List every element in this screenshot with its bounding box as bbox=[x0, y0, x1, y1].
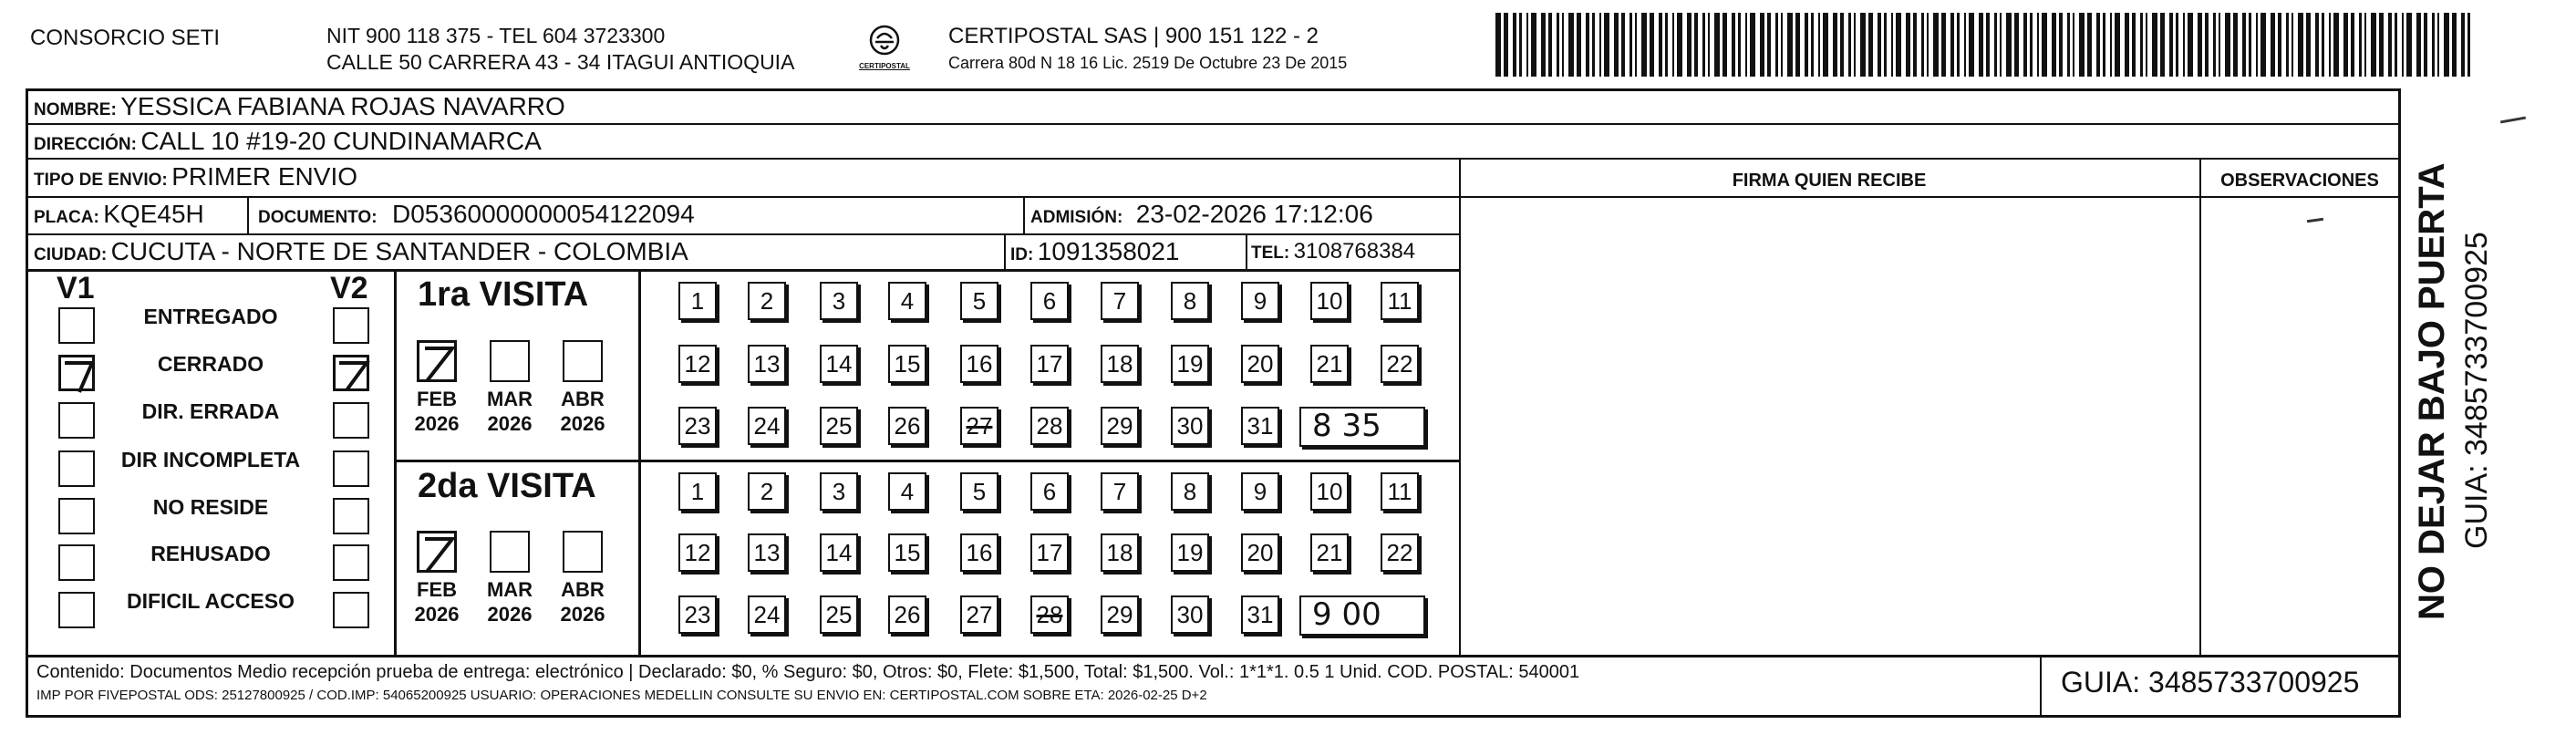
v1-checkbox[interactable] bbox=[58, 355, 95, 391]
first-visit-day-cell[interactable]: 22 bbox=[1381, 345, 1419, 383]
logo-text: CERTIPOSTAL bbox=[859, 62, 910, 70]
status-option-label: DIR. ERRADA bbox=[141, 399, 280, 423]
first-visit-day-cell[interactable]: 20 bbox=[1241, 345, 1279, 383]
id-value: 1091358021 bbox=[1037, 237, 1180, 265]
placa-row bbox=[34, 200, 204, 229]
second-visit-day-cell[interactable]: 6 bbox=[1030, 472, 1069, 511]
second-visit-month-year: 2026 bbox=[560, 603, 605, 626]
second-visit-day-cell[interactable]: 3 bbox=[820, 472, 858, 511]
company-name: CONSORCIO SETI bbox=[30, 26, 221, 50]
ciudad-row bbox=[34, 237, 688, 266]
first-visit-day-cell[interactable]: 15 bbox=[888, 345, 926, 383]
first-visit-time: 8 35 bbox=[1312, 408, 1381, 444]
second-visit-day-cell[interactable]: 12 bbox=[678, 533, 717, 572]
second-visit-month-year: 2026 bbox=[487, 603, 533, 626]
tel-label: TEL: bbox=[1251, 243, 1290, 263]
second-visit-month-label: ABR bbox=[561, 578, 605, 601]
documento-label: DOCUMENTO: bbox=[258, 208, 378, 227]
documento-value: D05360000000054122094 bbox=[392, 200, 695, 228]
first-visit-day-cell[interactable]: 6 bbox=[1030, 282, 1069, 320]
second-visit-month-year: 2026 bbox=[414, 603, 460, 626]
license-line: Carrera 80d N 18 16 Lic. 2519 De Octubre 23 De 2015 bbox=[948, 54, 1348, 72]
first-visit-day-cell[interactable]: 19 bbox=[1171, 345, 1209, 383]
status-option-label: ENTREGADO bbox=[143, 305, 278, 328]
firma-label: FIRMA QUIEN RECIBE bbox=[1732, 171, 1927, 191]
first-visit-day-cell[interactable]: 9 bbox=[1241, 282, 1279, 320]
observaciones-label: OBSERVACIONES bbox=[2220, 171, 2379, 191]
first-visit-day-cell[interactable]: 21 bbox=[1310, 345, 1349, 383]
v2-checkbox[interactable] bbox=[333, 307, 369, 344]
second-visit-day-cell[interactable]: 26 bbox=[888, 595, 926, 634]
first-visit-month-checkbox[interactable] bbox=[417, 340, 457, 382]
first-visit-day-cell[interactable]: 23 bbox=[678, 407, 717, 445]
second-visit-day-cell[interactable]: 17 bbox=[1030, 533, 1069, 572]
second-visit-month-checkbox[interactable] bbox=[563, 531, 603, 573]
second-visit-day-cell[interactable]: 15 bbox=[888, 533, 926, 572]
direccion-value: CALL 10 #19-20 CUNDINAMARCA bbox=[140, 127, 542, 155]
second-visit-day-cell[interactable]: 25 bbox=[820, 595, 858, 634]
second-visit-day-cell[interactable]: 19 bbox=[1171, 533, 1209, 572]
v1-checkbox[interactable] bbox=[58, 307, 95, 344]
second-visit-day-cell[interactable]: 8 bbox=[1171, 472, 1209, 511]
nombre-row bbox=[34, 92, 565, 123]
documento-row bbox=[258, 200, 695, 229]
v1-checkbox[interactable] bbox=[58, 592, 95, 628]
first-visit-day-cell[interactable]: 16 bbox=[960, 345, 998, 383]
first-visit-month-checkbox[interactable] bbox=[563, 340, 603, 382]
first-visit-day-cell[interactable]: 30 bbox=[1171, 407, 1209, 445]
second-visit-day-cell[interactable]: 22 bbox=[1381, 533, 1419, 572]
admision-value: 23-02-2026 17:12:06 bbox=[1135, 200, 1373, 228]
first-visit-day-cell[interactable]: 3 bbox=[820, 282, 858, 320]
first-visit-month-checkbox[interactable] bbox=[490, 340, 530, 382]
side-mark bbox=[2500, 117, 2526, 124]
v2-checkbox[interactable] bbox=[333, 498, 369, 534]
observaciones-mark bbox=[2307, 218, 2323, 223]
first-visit-time-cell bbox=[1299, 407, 1425, 447]
v1-label: V1 bbox=[57, 271, 95, 305]
barcode bbox=[1495, 13, 2476, 77]
status-option-label: DIR INCOMPLETA bbox=[120, 448, 301, 471]
second-visit-day-cell[interactable]: 14 bbox=[820, 533, 858, 572]
second-visit-day-cell[interactable]: 7 bbox=[1101, 472, 1139, 511]
first-visit-title: 1ra VISITA bbox=[418, 275, 589, 314]
second-visit-month-label: MAR bbox=[486, 578, 533, 601]
first-visit-day-cell[interactable]: 5 bbox=[960, 282, 998, 320]
tel-value: 3108768384 bbox=[1293, 239, 1416, 264]
second-visit-day-cell[interactable]: 2 bbox=[748, 472, 786, 511]
direccion-label: DIRECCIÓN: bbox=[34, 135, 137, 154]
first-visit-month-label: MAR bbox=[486, 388, 533, 410]
status-option-label: CERRADO bbox=[157, 352, 264, 376]
certipostal-line: CERTIPOSTAL SAS | 900 151 122 - 2 bbox=[948, 24, 1319, 48]
nombre-value: YESSICA FABIANA ROJAS NAVARRO bbox=[120, 92, 565, 120]
first-visit-day-cell[interactable]: 4 bbox=[888, 282, 926, 320]
nit-line: NIT 900 118 375 - TEL 604 3723300 bbox=[326, 24, 666, 47]
second-visit-day-cell[interactable]: 29 bbox=[1101, 595, 1139, 634]
first-visit-day-cell[interactable]: 26 bbox=[888, 407, 926, 445]
address-line: CALLE 50 CARRERA 43 - 34 ITAGUI ANTIOQUIA bbox=[326, 50, 795, 74]
v1-checkbox[interactable] bbox=[58, 402, 95, 439]
status-option-label: REHUSADO bbox=[150, 542, 271, 565]
first-visit-day-cell[interactable]: 2 bbox=[748, 282, 786, 320]
v1-checkbox[interactable] bbox=[58, 498, 95, 534]
second-visit-day-cell[interactable]: 10 bbox=[1310, 472, 1349, 511]
second-visit-time: 9 00 bbox=[1312, 596, 1381, 633]
second-visit-month-checkbox[interactable] bbox=[490, 531, 530, 573]
second-visit-day-cell[interactable]: 1 bbox=[678, 472, 717, 511]
admision-label: ADMISIÓN: bbox=[1030, 208, 1123, 227]
first-visit-day-cell[interactable]: 24 bbox=[748, 407, 786, 445]
first-visit-month-label: ABR bbox=[561, 388, 605, 410]
second-visit-struck-day[interactable]: 28 bbox=[1030, 595, 1069, 634]
first-visit-month-year: 2026 bbox=[487, 412, 533, 435]
second-visit-day-cell[interactable]: 24 bbox=[748, 595, 786, 634]
second-visit-day-cell[interactable]: 16 bbox=[960, 533, 998, 572]
tipo-label: TIPO DE ENVIO: bbox=[34, 171, 168, 190]
second-visit-day-cell[interactable]: 5 bbox=[960, 472, 998, 511]
second-visit-day-cell[interactable]: 9 bbox=[1241, 472, 1279, 511]
second-visit-day-cell[interactable]: 23 bbox=[678, 595, 717, 634]
first-visit-day-cell[interactable]: 31 bbox=[1241, 407, 1279, 445]
id-label: ID: bbox=[1010, 245, 1034, 264]
nombre-label: NOMBRE: bbox=[34, 100, 117, 119]
first-visit-day-cell[interactable]: 13 bbox=[748, 345, 786, 383]
direccion-row bbox=[34, 127, 542, 158]
v2-label: V2 bbox=[330, 271, 368, 305]
footer-guia: GUIA: 3485733700925 bbox=[2061, 666, 2360, 699]
first-visit-day-cell[interactable]: 7 bbox=[1101, 282, 1139, 320]
admision-row bbox=[1030, 200, 1373, 229]
id-row bbox=[1010, 237, 1180, 266]
v2-checkbox[interactable] bbox=[333, 592, 369, 628]
status-option-label: NO RESIDE bbox=[152, 495, 269, 519]
first-visit-day-cell[interactable]: 14 bbox=[820, 345, 858, 383]
status-option-label: DIFICIL ACCESO bbox=[126, 589, 295, 613]
v1-checkbox[interactable] bbox=[58, 450, 95, 487]
first-visit-day-cell[interactable]: 18 bbox=[1101, 345, 1139, 383]
first-visit-day-cell[interactable]: 29 bbox=[1101, 407, 1139, 445]
second-visit-day-cell[interactable]: 13 bbox=[748, 533, 786, 572]
footer-contenido: Contenido: Documentos Medio recepción prueba de entrega: electrónico | Declarado: $0, % Seguro: $0, Otros: $0, Flete: $1,500, Total: $1,500. Vol.: 1*1*1. 0.5 1 Unid. COD. POSTAL: 540001 bbox=[36, 662, 1580, 682]
side-guia: GUIA: 3485733700925 bbox=[2459, 232, 2494, 549]
second-visit-day-cell[interactable]: 27 bbox=[960, 595, 998, 634]
first-visit-month-year: 2026 bbox=[560, 412, 605, 435]
first-visit-day-cell[interactable]: 1 bbox=[678, 282, 717, 320]
second-visit-day-cell[interactable]: 21 bbox=[1310, 533, 1349, 572]
first-visit-day-cell[interactable]: 28 bbox=[1030, 407, 1069, 445]
ciudad-value: CUCUTA - NORTE DE SANTANDER - COLOMBIA bbox=[110, 237, 688, 265]
second-visit-day-cell[interactable]: 30 bbox=[1171, 595, 1209, 634]
footer-imp: IMP POR FIVEPOSTAL ODS: 25127800925 / COD.IMP: 54065200925 USUARIO: OPERACIONES MEDELLIN CONSULTE SU ENVIO EN: CERTIPOSTAL.COM SOBRE ETA: 2026-02-25 D+2 bbox=[36, 688, 1207, 703]
v2-checkbox[interactable] bbox=[333, 355, 369, 391]
placa-value: KQE45H bbox=[103, 200, 204, 228]
second-visit-time-cell bbox=[1299, 595, 1425, 636]
first-visit-day-cell[interactable]: 8 bbox=[1171, 282, 1209, 320]
first-visit-struck-day[interactable]: 27 bbox=[960, 407, 998, 445]
second-visit-day-cell[interactable]: 31 bbox=[1241, 595, 1279, 634]
first-visit-month-label: FEB bbox=[417, 388, 457, 410]
second-visit-title: 2da VISITA bbox=[418, 467, 596, 505]
certipostal-logo bbox=[855, 20, 914, 75]
second-visit-month-checkbox[interactable] bbox=[417, 531, 457, 573]
tipo-value: PRIMER ENVIO bbox=[171, 162, 358, 191]
second-visit-day-cell[interactable]: 11 bbox=[1381, 472, 1419, 511]
first-visit-day-cell[interactable]: 11 bbox=[1381, 282, 1419, 320]
first-visit-day-cell[interactable]: 10 bbox=[1310, 282, 1349, 320]
second-visit-month-label: FEB bbox=[417, 578, 457, 601]
v2-checkbox[interactable] bbox=[333, 544, 369, 581]
second-visit-day-cell[interactable]: 18 bbox=[1101, 533, 1139, 572]
second-visit-day-cell[interactable]: 4 bbox=[888, 472, 926, 511]
first-visit-day-cell[interactable]: 17 bbox=[1030, 345, 1069, 383]
v2-checkbox[interactable] bbox=[333, 450, 369, 487]
first-visit-month-year: 2026 bbox=[414, 412, 460, 435]
first-visit-day-cell[interactable]: 12 bbox=[678, 345, 717, 383]
v2-checkbox[interactable] bbox=[333, 402, 369, 439]
ciudad-label: CIUDAD: bbox=[34, 245, 108, 264]
tel-row bbox=[1251, 239, 1415, 264]
tipo-row bbox=[34, 162, 357, 192]
first-visit-day-cell[interactable]: 25 bbox=[820, 407, 858, 445]
v1-checkbox[interactable] bbox=[58, 544, 95, 581]
second-visit-day-cell[interactable]: 20 bbox=[1241, 533, 1279, 572]
no-dejar-bajo-puerta: NO DEJAR BAJO PUERTA bbox=[2412, 162, 2452, 620]
placa-label: PLACA: bbox=[34, 208, 99, 227]
